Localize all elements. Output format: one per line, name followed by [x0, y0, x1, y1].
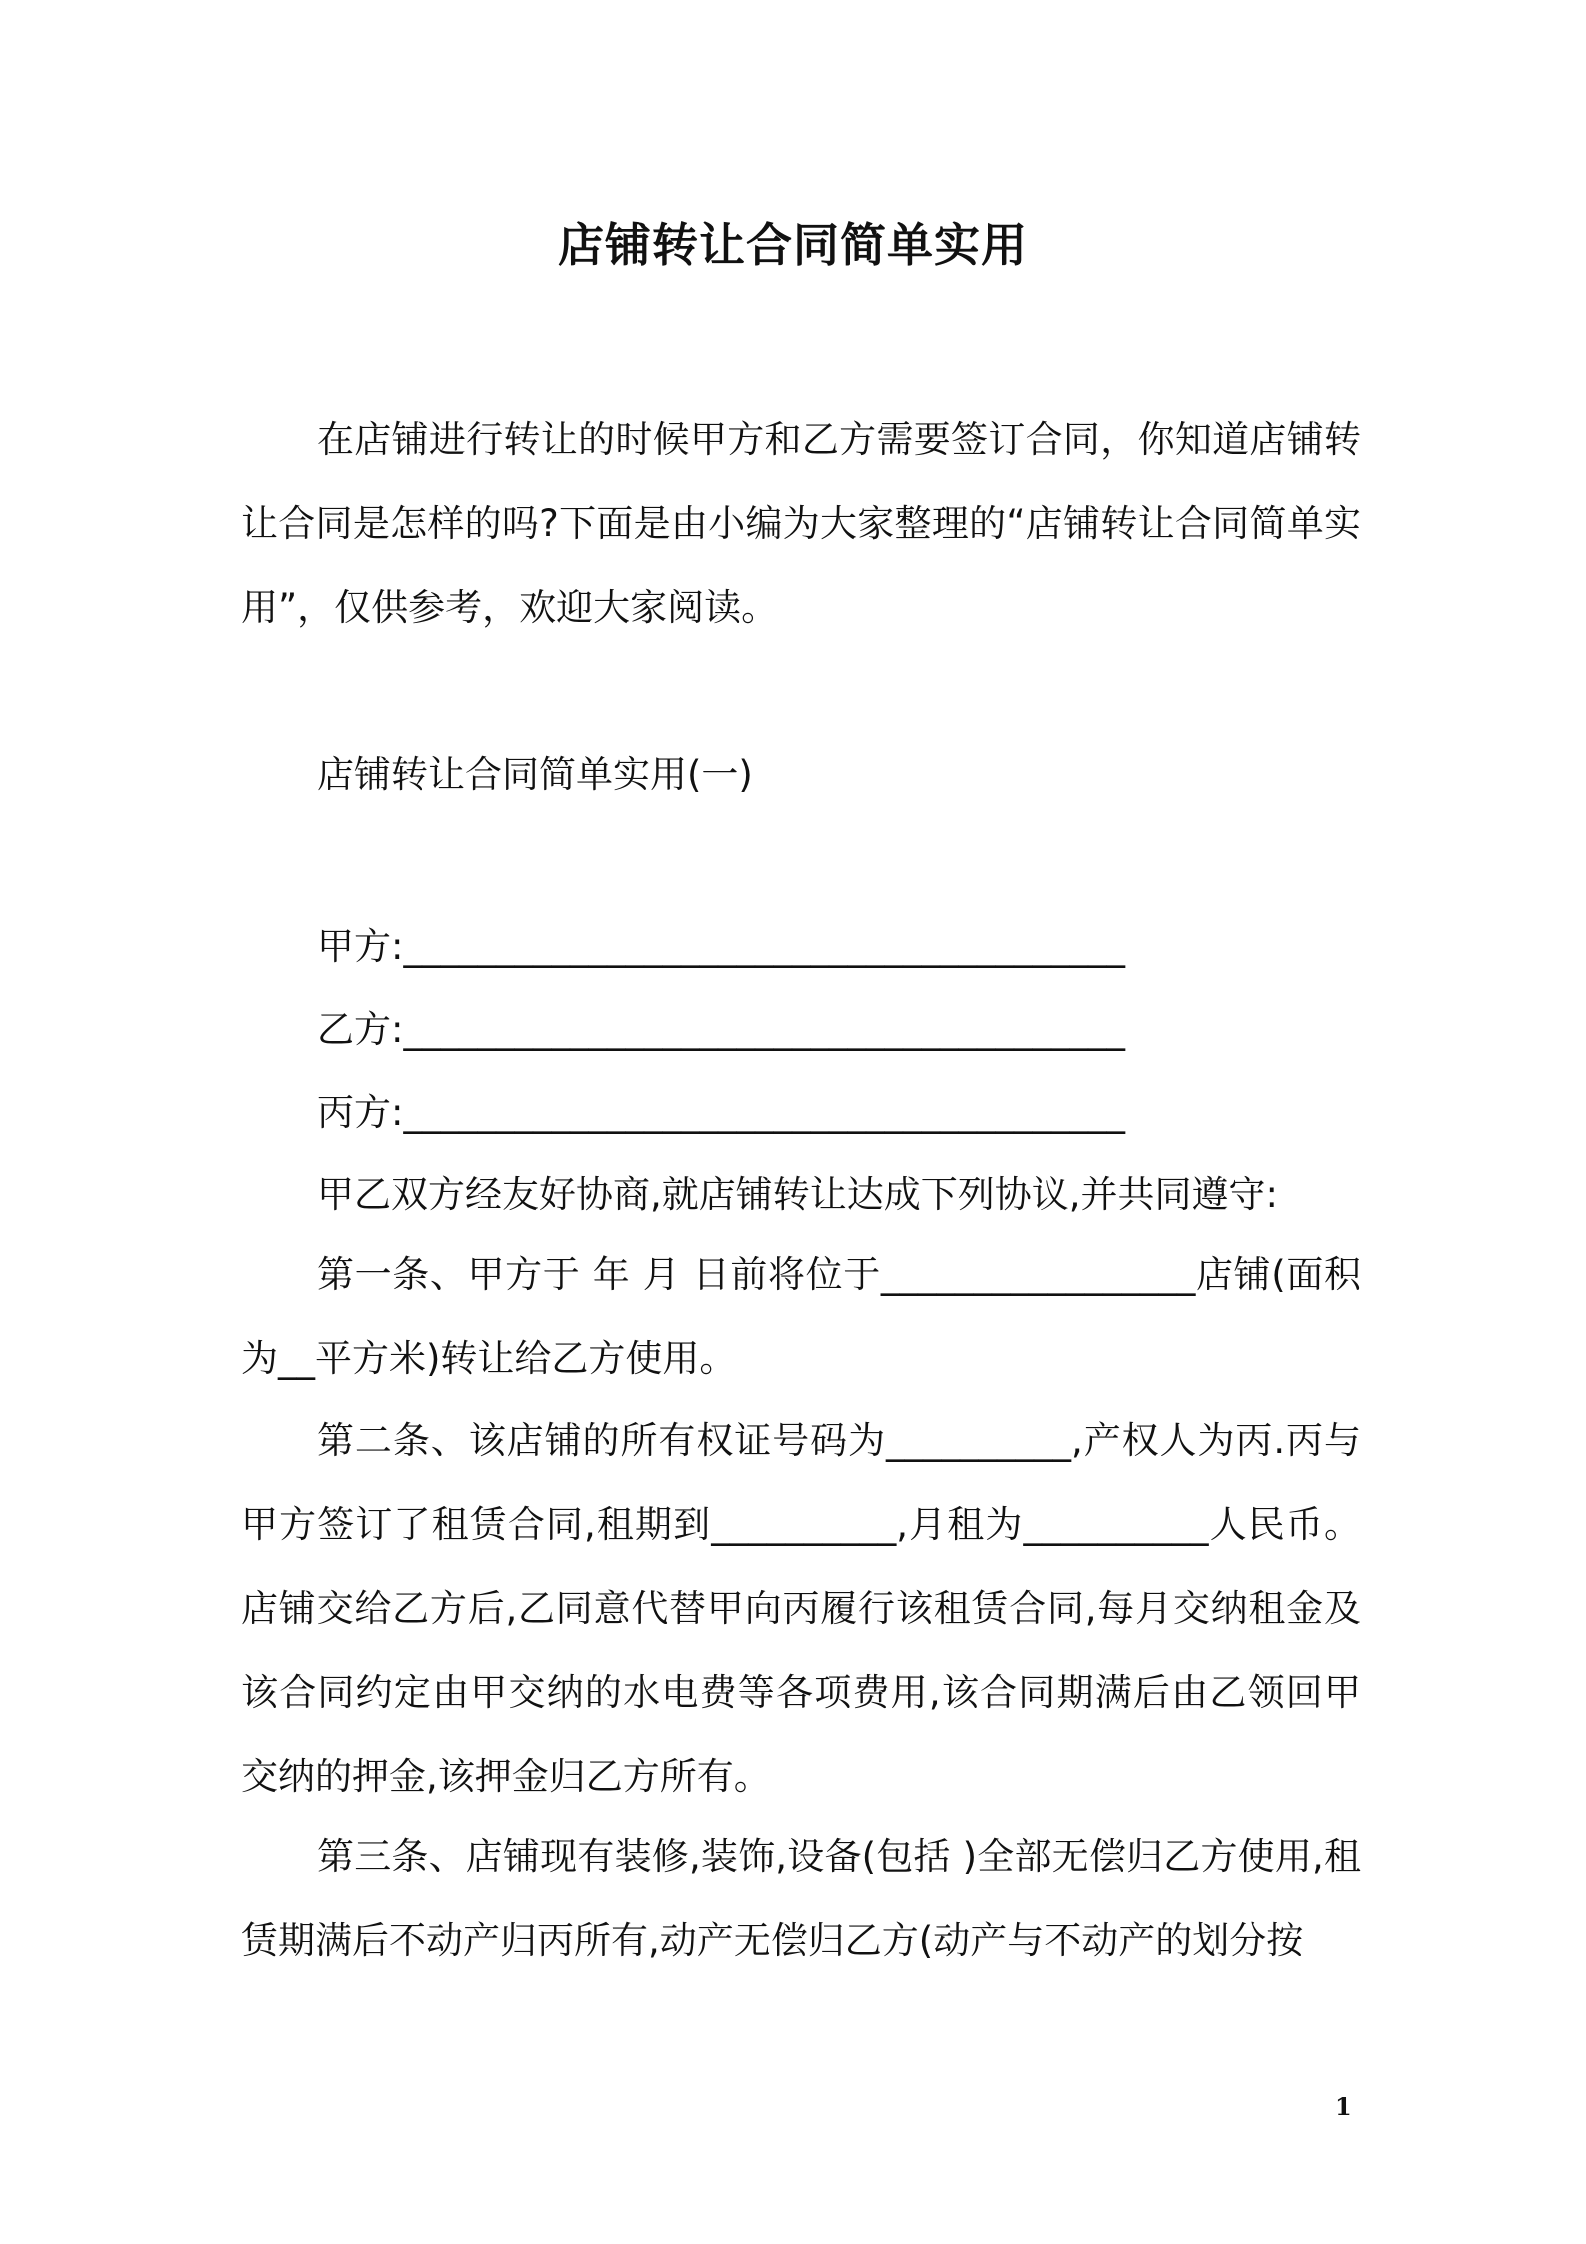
- document-title: 店铺转让合同简单实用: [558, 218, 1028, 272]
- section-heading: 店铺转让合同简单实用(一): [317, 753, 753, 796]
- article-1-paragraph: 第一条、甲方于 年 月 日前将位于_________________店铺(面积为__平方米)转让给乙方使用。: [241, 1253, 1361, 1380]
- party-b-field: 乙方:_______________________________________: [317, 1008, 1125, 1051]
- party-c-field: 丙方:_______________________________________: [317, 1091, 1125, 1134]
- party-a-field: 甲方:_______________________________________: [317, 925, 1125, 968]
- agreement-line: 甲乙双方经友好协商,就店铺转让达成下列协议,并共同遵守:: [317, 1173, 1278, 1216]
- page-number: 1: [1335, 2092, 1352, 2121]
- article-3-paragraph: 第三条、店铺现有装修,装饰,设备(包括 )全部无偿归乙方使用,租赁期满后不动产归丙所有,动产无偿归乙方(动产与不动产的划分按: [241, 1835, 1361, 1962]
- article-2-paragraph: 第二条、该店铺的所有权证号码为__________,产权人为丙.丙与甲方签订了租赁合同,租期到__________,月租为__________人民币。店铺交给乙方后,乙同意代替甲向丙履行该租赁合同,每月交纳租金及该合同约定由甲交纳的水电费等各项费用,该合同期满后由乙领回甲交纳的押金,该押金归乙方所有。: [241, 1419, 1361, 1798]
- intro-paragraph: 在店铺进行转让的时候甲方和乙方需要签订合同，你知道店铺转让合同是怎样的吗?下面是由小编为大家整理的“店铺转让合同简单实用”，仅供参考，欢迎大家阅读。: [241, 418, 1361, 629]
